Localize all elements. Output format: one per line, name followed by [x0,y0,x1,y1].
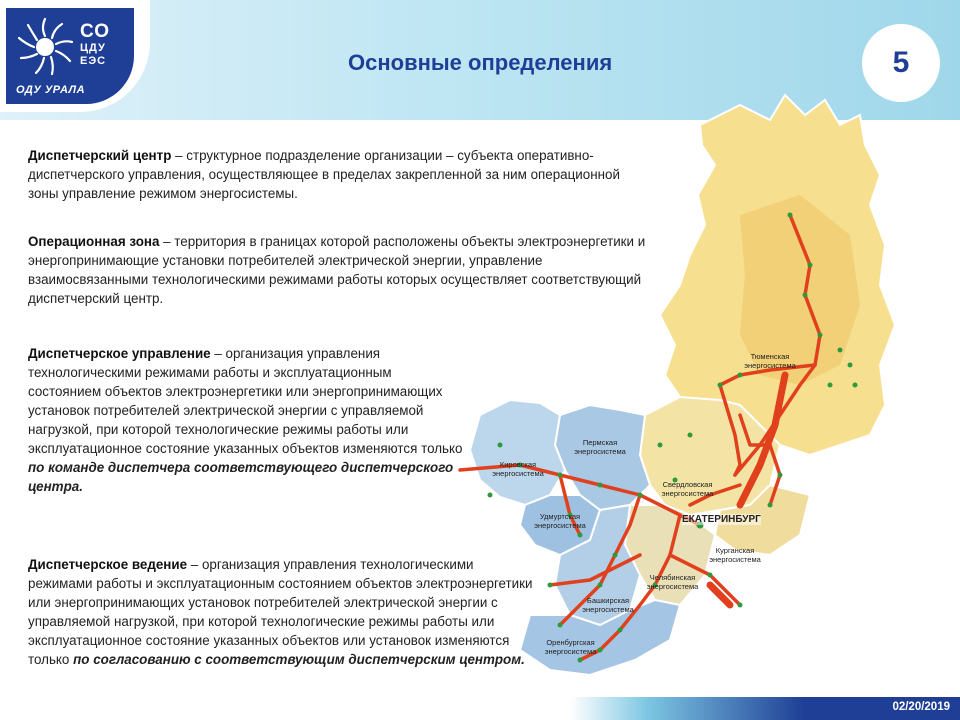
logo-line-2: ЦДУ [80,42,106,54]
logo-badge [6,8,134,104]
definition-term: Диспетчерское управление [28,346,211,361]
definition-text: – организация управления технологическими режимами работы и эксплуатационным состоянием объектов электроэнергетики или энергопринимающих установок потребителей электрической энергии с управляемой нагрузкой, при которой технологические режимы работы или эксплуатационное состояние указанных объектов или установок изменяются только [28,557,533,667]
logo-subtitle: ОДУ УРАЛА [16,84,86,96]
map-label-kurgan: Курганская энергосистема [709,546,761,564]
page-number: 5 [862,24,940,102]
map-label-tyumen: Тюменская энергосистема [744,352,796,370]
map-label-kirov: Кировская энергосистема [492,460,544,478]
map-region-kirov [470,400,565,505]
definition-text: – организация управления технологическими режимами работы и эксплуатационным состоянием объектов электроэнергетики или энергопринимающих установок потребителей электрической энергии с управляемой нагрузкой, при которой технологические режимы работы или эксплуатационное состояние указанных объектов изменяются только [28,346,463,456]
definition-term: Операционная зона [28,234,160,249]
definition-dispatch-control [28,344,468,496]
map-label-bashkir: Башкирская энергосистема [582,596,634,614]
definition-dispatch-center [28,146,648,203]
definition-text: – структурное подразделение организации – субъекта оперативно-диспетчерского управления, осуществляющее в пределах закрепленной за ним операционной зоны управление режимом энергосистемы. [28,148,620,201]
page-title: Основные определения [348,50,613,75]
definition-operational-zone [28,232,648,308]
logo-letters [80,22,110,67]
map-label-sverdlovsk: Свердловская энергосистема [661,480,714,498]
footer-date: 02/20/2019 [892,701,950,713]
map-label-chelyabinsk: Челябинская энергосистема [646,573,699,591]
logo-line-1: СО [80,21,111,42]
definition-term: Диспетчерский центр [28,148,172,163]
map-city-ekaterinburg: ЕКАТЕРИНБУРГ [682,514,761,525]
map-label-perm: Пермская энергосистема [574,438,626,456]
footer-bar [570,697,960,720]
definition-term: Диспетчерское ведение [28,557,188,572]
definition-emphasis: по согласованию с соответствующим диспетчерским центром. [73,652,525,667]
logo-sun-icon [14,16,76,78]
map-label-udmurt: Удмуртская энергосистема [534,512,586,530]
definition-dispatch-management [28,555,538,669]
definition-text: – территория в границах которой расположены объекты электроэнергетики и энергопринимающие установки потребителей электрической энергии, управление взаимосвязанными технологическими режимами работы которых осуществляет соответствующий диспетчерский центр. [28,234,646,306]
logo-line-3: ЕЭС [80,55,107,67]
map-label-orenburg: Оренбургская энергосистема [544,638,597,656]
definition-emphasis: по команде диспетчера соответствующего диспетчерского центра. [28,460,454,494]
